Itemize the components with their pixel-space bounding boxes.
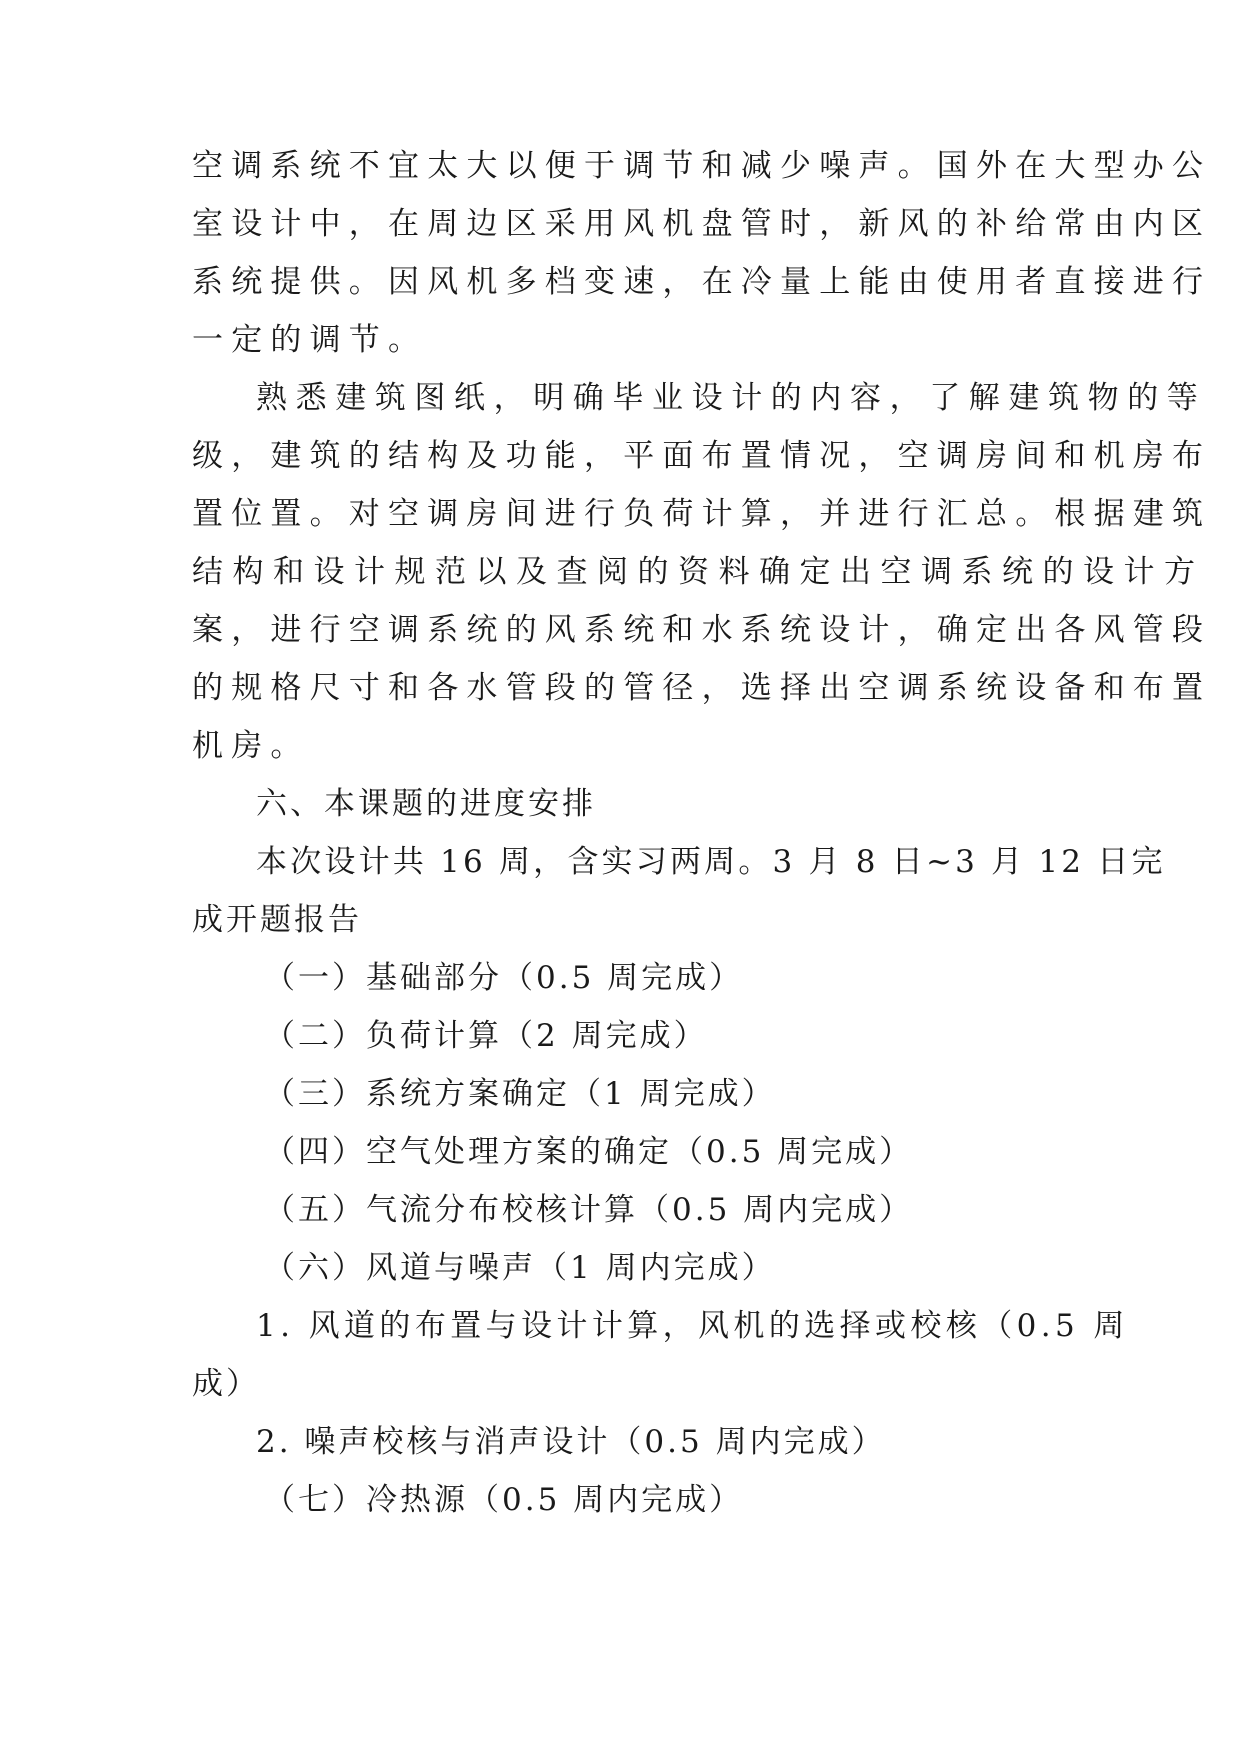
schedule-subitem-1-line-1: 1. 风道的布置与设计计算，风机的选择或校核（0.5 周 bbox=[256, 1308, 1129, 1344]
schedule-item-3: （三）系统方案确定（1 周完成） bbox=[264, 1076, 776, 1112]
schedule-item-6: （六）风道与噪声（1 周内完成） bbox=[264, 1250, 776, 1286]
schedule-item-2: （二）负荷计算（2 周完成） bbox=[264, 1018, 708, 1054]
schedule-subitem-1-line-2: 成） bbox=[192, 1366, 260, 1402]
schedule-intro-line-1: 本次设计共 16 周，含实习两周。3 月 8 日~3 月 12 日完 bbox=[256, 844, 1166, 880]
paragraph-2-line-3: 置位置。对空调房间进行负荷计算，并进行汇总。根据建筑 bbox=[192, 496, 1212, 532]
schedule-intro-line-2: 成开题报告 bbox=[192, 902, 362, 938]
paragraph-2-line-5: 案，进行空调系统的风系统和水系统设计，确定出各风管段 bbox=[192, 612, 1212, 648]
paragraph-2-line-1: 熟悉建筑图纸，明确毕业设计的内容，了解建筑物的等 bbox=[256, 380, 1207, 416]
schedule-item-5: （五）气流分布校核计算（0.5 周内完成） bbox=[264, 1192, 914, 1228]
paragraph-2-line-7: 机房。 bbox=[192, 728, 310, 764]
paragraph-1-line-1: 空调系统不宜太大以便于调节和减少噪声。国外在大型办公 bbox=[192, 148, 1212, 184]
paragraph-2-line-6: 的规格尺寸和各水管段的管径，选择出空调系统设备和布置 bbox=[192, 670, 1212, 706]
schedule-item-4: （四）空气处理方案的确定（0.5 周完成） bbox=[264, 1134, 914, 1170]
paragraph-1-line-4: 一定的调节。 bbox=[192, 322, 428, 358]
schedule-subitem-2: 2. 噪声校核与消声设计（0.5 周内完成） bbox=[256, 1424, 886, 1460]
paragraph-1-line-3: 系统提供。因风机多档变速，在冷量上能由使用者直接进行 bbox=[192, 264, 1212, 300]
paragraph-1-line-2: 室设计中，在周边区采用风机盘管时，新风的补给常由内区 bbox=[192, 206, 1212, 242]
section-heading: 六、本课题的进度安排 bbox=[256, 786, 596, 822]
schedule-item-7: （七）冷热源（0.5 周内完成） bbox=[264, 1482, 744, 1518]
paragraph-2-line-2: 级，建筑的结构及功能，平面布置情况，空调房间和机房布 bbox=[192, 438, 1212, 474]
paragraph-2-line-4: 结构和设计规范以及查阅的资料确定出空调系统的设计方 bbox=[192, 554, 1205, 590]
schedule-item-1: （一）基础部分（0.5 周完成） bbox=[264, 960, 744, 996]
